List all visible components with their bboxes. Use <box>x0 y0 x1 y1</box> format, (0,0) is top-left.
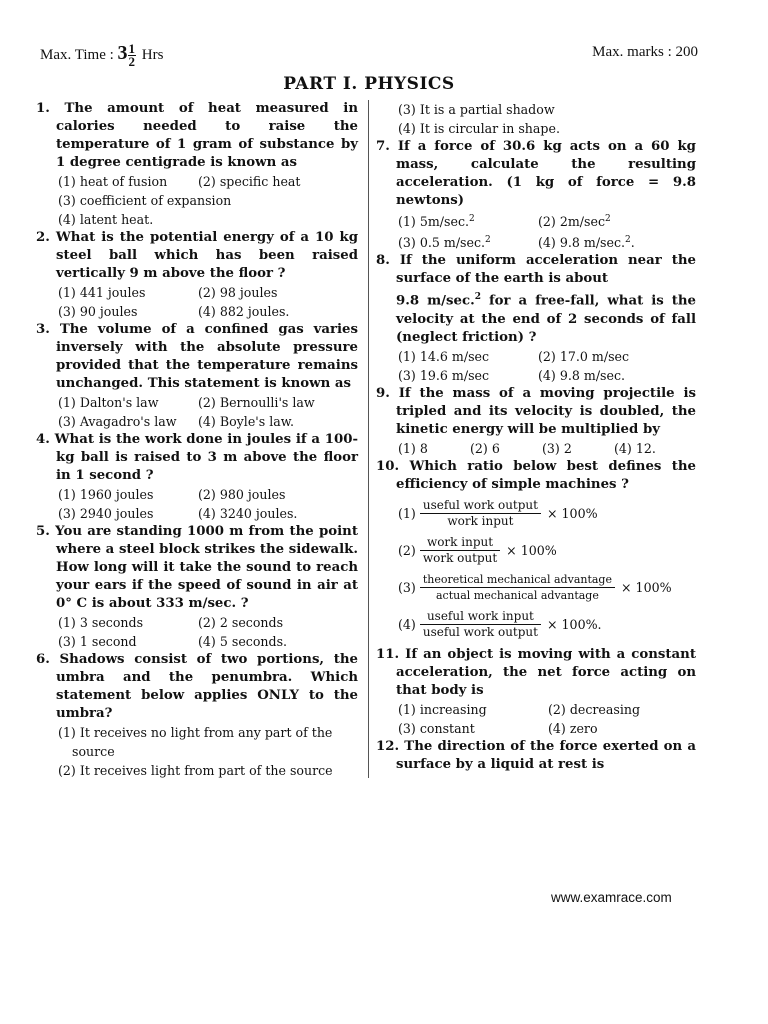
question-12 <box>376 738 696 774</box>
option: (1) useful work output work input × 100% <box>398 497 598 528</box>
option: (4) zero <box>548 720 598 736</box>
options <box>36 393 358 431</box>
option: (1) Dalton's law <box>58 395 159 410</box>
option: (3) constant <box>398 720 475 736</box>
option: (4) 9.8 m/sec.$^2$. <box>538 235 635 251</box>
options <box>36 283 358 321</box>
options <box>376 347 696 385</box>
option: (2) specific heat <box>198 174 301 189</box>
option: (4) 5 seconds. <box>198 634 288 649</box>
question-3 <box>36 321 358 431</box>
fraction-numerator: 1 <box>128 41 136 57</box>
question-2 <box>36 229 358 321</box>
part-title: PART I. PHYSICS <box>283 74 455 94</box>
options <box>36 723 358 780</box>
option: (1) 1960 joules <box>58 487 154 502</box>
option: (4) It is circular in shape. <box>398 121 560 136</box>
option: (3) It is a partial shadow <box>398 102 555 117</box>
question-7 <box>376 138 696 252</box>
option: (3) theoretical mechanical advantage actual mechanical advantage × 100% <box>398 572 672 602</box>
option: (2) $2m/\sec^2$ <box>538 214 611 230</box>
option: (4) latent heat. <box>58 212 154 227</box>
options <box>36 172 358 229</box>
option: (3) 1 second <box>58 634 137 649</box>
question-text: 10. Which ratio below best defines the efficiency of simple machines ? <box>376 458 696 492</box>
option: (1) 3 seconds <box>58 615 144 630</box>
option: (3) coefficient of expansion <box>58 193 232 208</box>
max-time-label: Max. Time : <box>40 47 118 63</box>
max-time-unit: Hrs <box>138 47 164 63</box>
question-text: 8. If the uniform acceleration near the surface of the earth is about 9.8 m/sec.$^2$ for a free-fall, what is the velocity at the end of 2 seconds of fall (neglect friction) ? <box>376 253 696 345</box>
option: (2) 6 <box>470 440 500 456</box>
question-text: 4. What is the work done in joules if a 100-kg ball is raised to 3 m above the floor in 1 second ? <box>36 432 358 483</box>
question-text: 3. The volume of a confined gas varies inversely with the absolute pressure provided that the temperature remains unchanged. This statement is known as <box>36 322 358 391</box>
max-marks: Max. marks : 200 <box>592 44 698 60</box>
question-8 <box>376 252 696 384</box>
question-text: 1. The amount of heat measured in calories needed to raise the temperature of 1 gram of substance by 1 degree centigrade is known as <box>36 101 358 170</box>
question-text: 12. The direction of the force exerted on a surface by a liquid at rest is <box>376 738 696 772</box>
options <box>376 700 696 738</box>
option: (2) 980 joules <box>198 487 286 502</box>
question-text: 2. What is the potential energy of a 10 kg steel ball which has been raised vertically 9 m above the floor ? <box>36 230 358 281</box>
option: (4) 882 joules. <box>198 304 290 319</box>
right-column <box>376 100 696 774</box>
option: (4) 3240 joules. <box>198 506 298 521</box>
options <box>36 613 358 651</box>
option: (2) 2 seconds <box>198 615 284 630</box>
option: (2) It receives light from part of the source <box>58 763 333 778</box>
question-9 <box>376 385 696 458</box>
option: (2) work input work output × 100% <box>398 534 557 565</box>
option: (2) 17.0 m/sec <box>538 348 630 364</box>
question-10 <box>376 458 696 640</box>
max-time-fraction <box>128 43 137 68</box>
option: (3) 0.5 m/sec.$^2$ <box>398 235 491 251</box>
fraction-denominator: 2 <box>128 54 136 70</box>
question-5 <box>36 523 358 651</box>
option: (3) Avagadro's law <box>58 414 177 429</box>
option: (1) 8 <box>398 440 428 456</box>
question-text: 5. You are standing 1000 m from the point where a steel block strikes the sidewalk. How long will it take the sound to reach your ears if the speed of sound in air at 0° C is about 333 m/sec. ? <box>36 524 358 611</box>
question-text: 9. If the mass of a moving projectile is tripled and its velocity is doubled, the kinetic energy will be multiplied by <box>376 385 696 437</box>
option: (1) 5m/sec.$^2$ <box>398 214 475 230</box>
option: (3) 2 <box>542 440 572 456</box>
option: (1) 441 joules <box>58 285 146 300</box>
option: (2) 98 joules <box>198 285 278 300</box>
question-text: 6. Shadows consist of two portions, the umbra and the penumbra. Which statement below applies ONLY to the umbra? <box>36 652 358 721</box>
max-time <box>40 42 163 68</box>
question-1 <box>36 100 358 229</box>
column-divider <box>368 100 369 778</box>
option: (4) useful work input useful work output × 100%. <box>398 608 602 639</box>
footer-url: www.examrace.com <box>551 890 672 905</box>
max-time-whole: 3 <box>117 42 128 64</box>
options <box>376 210 696 252</box>
options <box>376 498 696 640</box>
option: (3) 90 joules <box>58 304 138 319</box>
option: (1) increasing <box>398 701 487 717</box>
question-6-continued-options <box>376 100 696 138</box>
option: (2) Bernoulli's law <box>198 395 315 410</box>
option: (3) 2940 joules <box>58 506 154 521</box>
option: (3) 19.6 m/sec <box>398 367 490 383</box>
question-4 <box>36 431 358 523</box>
options <box>36 485 358 523</box>
option: (4) 12. <box>614 440 656 456</box>
question-text: 11. If an object is moving with a constant acceleration, the net force acting on that body is <box>376 646 696 698</box>
question-text: 7. If a force of 30.6 kg acts on a 60 kg mass, calculate the resulting acceleration. (1 kg of force = 9.8 newtons) <box>376 139 696 208</box>
option: (1) It receives no light from any part of the source <box>58 725 333 759</box>
option: (4) Boyle's law. <box>198 414 295 429</box>
option: (2) decreasing <box>548 701 641 717</box>
page-header <box>40 36 698 70</box>
options <box>376 439 696 458</box>
option: (1) heat of fusion <box>58 174 168 189</box>
option: (1) 14.6 m/sec <box>398 348 490 364</box>
option: (4) 9.8 m/sec. <box>538 367 626 383</box>
left-column <box>36 100 358 780</box>
question-11 <box>376 646 696 738</box>
question-6 <box>36 651 358 780</box>
